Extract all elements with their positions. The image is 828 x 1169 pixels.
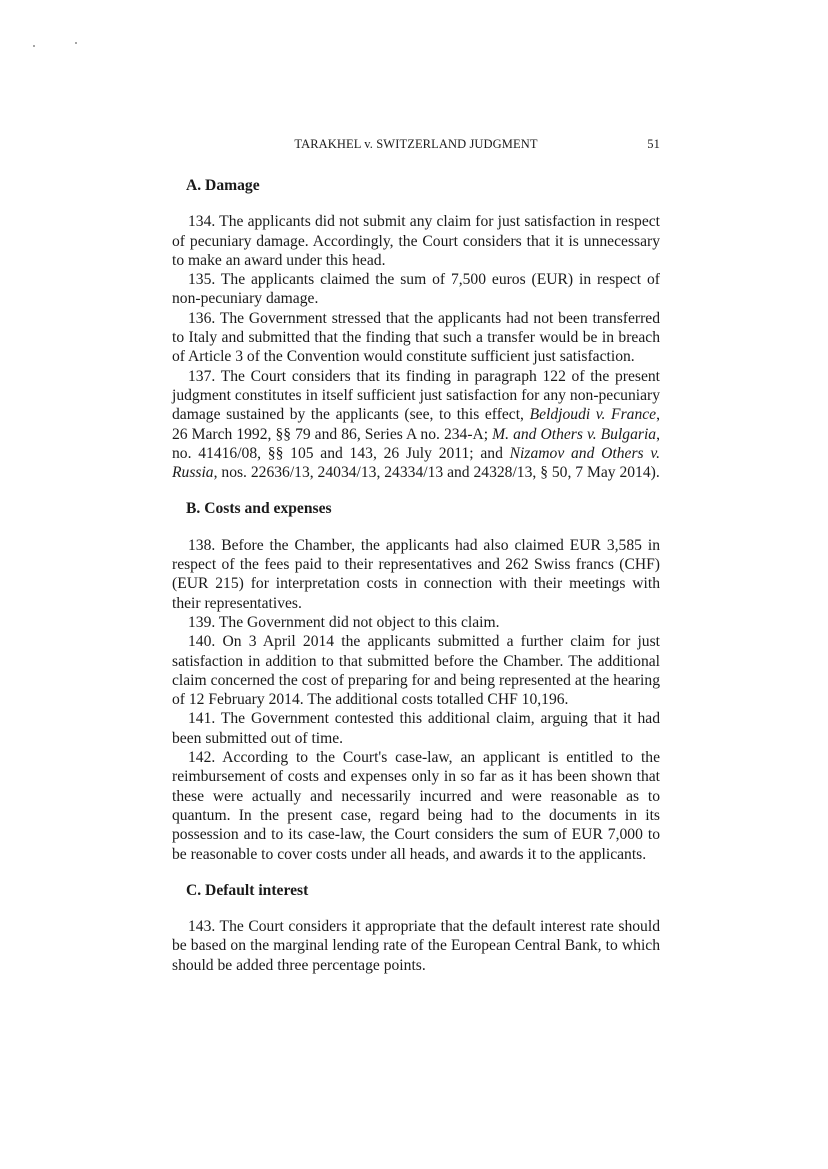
scan-speck [75, 42, 77, 44]
running-header [172, 137, 660, 157]
paragraph-134: 134. The applicants did not submit any claim for just satisfaction in respect of pecuniary damage. Accordingly, the Court considers that it is unnecessary to make an award under this head. [172, 213, 660, 269]
paragraph-140: 140. On 3 April 2014 the applicants submitted a further claim for just satisfaction in addition to that submitted before the Chamber. The additional claim concerned the cost of preparing for and being represented at the hearing of 12 February 2014. The additional costs totalled CHF 10,196. [172, 633, 660, 709]
page-number: 51 [647, 137, 660, 151]
paragraph-137-text: 137. The Court considers that its finding in paragraph 122 of the present judgment constitutes in itself sufficient just satisfaction for any non-pecuniary damage sustained by the applicants (see, to this effect, [172, 367, 660, 424]
case-citation: Beldjoudi v. France [529, 406, 657, 424]
case-citation: M. and Others v. Bulgaria [492, 425, 657, 443]
section-heading-damage: A. Damage [186, 177, 260, 194]
paragraph-139: 139. The Government did not object to this claim. [188, 613, 500, 631]
section-heading-interest: C. Default interest [186, 881, 309, 899]
paragraph-137-text: , no. 41416/08, §§ 105 and 143, 26 July 2011; and [172, 425, 660, 462]
paragraph-137-text: , 26 March 1992, §§ 79 and 86, Series A no. 234-A; [172, 406, 660, 443]
judgment-body [172, 176, 660, 975]
section-heading-costs: B. Costs and expenses [186, 500, 332, 518]
paragraph-136: 136. The Government stressed that the applicants had not been transferred to Italy and submitted that the finding that such a transfer would be in breach of Article 3 of the Convention would constitute sufficient just satisfaction. [172, 309, 660, 366]
paragraph-137 [172, 367, 660, 483]
scan-speck [33, 45, 35, 47]
case-citation: Nizamov and Others v. Russia [172, 444, 660, 482]
header-title: TARAKHEL v. SWITZERLAND JUDGMENT [294, 137, 538, 151]
paragraph-142: 142. According to the Court's case-law, an applicant is entitled to the reimbursement of costs and expenses only in so far as it has been shown that these were actually and necessarily incurred and were reasonable as to quantum. In the present case, regard being had to the documents in its possession and to its case-law, the Court considers the sum of EUR 7,000 to be reasonable to cover costs under all heads, and awards it to the applicants. [172, 749, 660, 863]
paragraph-141: 141. The Government contested this additional claim, arguing that it had been submitted out of time. [172, 710, 660, 747]
paragraph-135: 135. The applicants claimed the sum of 7,500 euros (EUR) in respect of non-pecuniary damage. [172, 271, 660, 308]
paragraph-137-text: , nos. 22636/13, 24034/13, 24334/13 and 24328/13, § 50, 7 May 2014). [213, 464, 660, 482]
paragraph-143: 143. The Court considers it appropriate that the default interest rate should be based on the marginal lending rate of the European Central Bank, to which should be added three percentage points. [172, 918, 660, 974]
paragraph-138: 138. Before the Chamber, the applicants had also claimed EUR 3,585 in respect of the fees paid to their representatives and 262 Swiss francs (CHF) (EUR 215) for interpretation costs in connection with their meetings with their representatives. [172, 536, 660, 612]
